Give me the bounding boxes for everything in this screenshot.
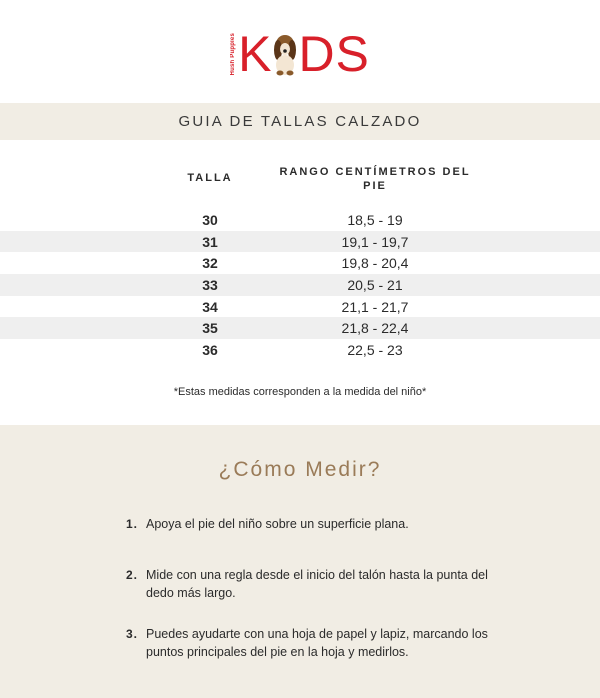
logo <box>0 26 600 82</box>
column-header-rango: RANGO CENTÍMETROS DEL PIE <box>279 166 471 192</box>
step-text: Apoya el pie del niño sobre un superficie plana. <box>146 517 409 531</box>
size-cell: 36 <box>202 341 218 358</box>
step-number: 3. <box>126 627 139 641</box>
range-cell: 19,1 - 19,7 <box>341 233 409 250</box>
table-row <box>0 317 600 339</box>
range-cell: 19,8 - 20,4 <box>341 255 409 272</box>
title-band <box>0 103 600 140</box>
size-cell: 31 <box>202 233 218 250</box>
size-cell: 34 <box>202 298 218 315</box>
basset-hound-dog-icon <box>270 32 300 76</box>
size-cell: 35 <box>202 320 218 337</box>
logo-letter-k: K <box>238 26 273 82</box>
table-row <box>0 274 600 296</box>
table-row <box>0 296 600 318</box>
measurement-note: *Estas medidas corresponden a la medida del niño* <box>173 386 427 398</box>
range-cell: 20,5 - 21 <box>347 276 403 293</box>
size-cell: 30 <box>202 211 218 228</box>
how-to-step <box>126 625 506 661</box>
table-row <box>0 231 600 253</box>
brand-small-text: Hush Puppies <box>230 32 237 76</box>
column-header-talla: TALLA <box>187 172 233 184</box>
how-to-title: ¿Cómo Medir? <box>218 458 382 481</box>
logo-letters-ds: DS <box>298 26 370 82</box>
step-text: Puedes ayudarte con una hoja de papel y lapiz, marcando los puntos principales del pie en la hoja y medirlos. <box>146 627 488 659</box>
page-title: GUIA DE TALLAS CALZADO <box>178 113 422 130</box>
size-cell: 33 <box>202 276 218 293</box>
how-to-step <box>126 566 506 602</box>
how-to-step <box>126 515 506 533</box>
size-cell: 32 <box>202 255 218 272</box>
range-cell: 22,5 - 23 <box>347 341 403 358</box>
logo-inner <box>230 26 370 82</box>
step-number: 1. <box>126 517 139 531</box>
step-text: Mide con una regla desde el inicio del talón hasta la punta del dedo más largo. <box>146 568 488 600</box>
table-row <box>0 252 600 274</box>
table-row <box>0 209 600 231</box>
table-row <box>0 339 600 361</box>
range-cell: 21,1 - 21,7 <box>341 298 409 315</box>
step-number: 2. <box>126 568 139 582</box>
range-cell: 18,5 - 19 <box>347 211 403 228</box>
size-table <box>0 209 600 361</box>
range-cell: 21,8 - 22,4 <box>341 320 409 337</box>
